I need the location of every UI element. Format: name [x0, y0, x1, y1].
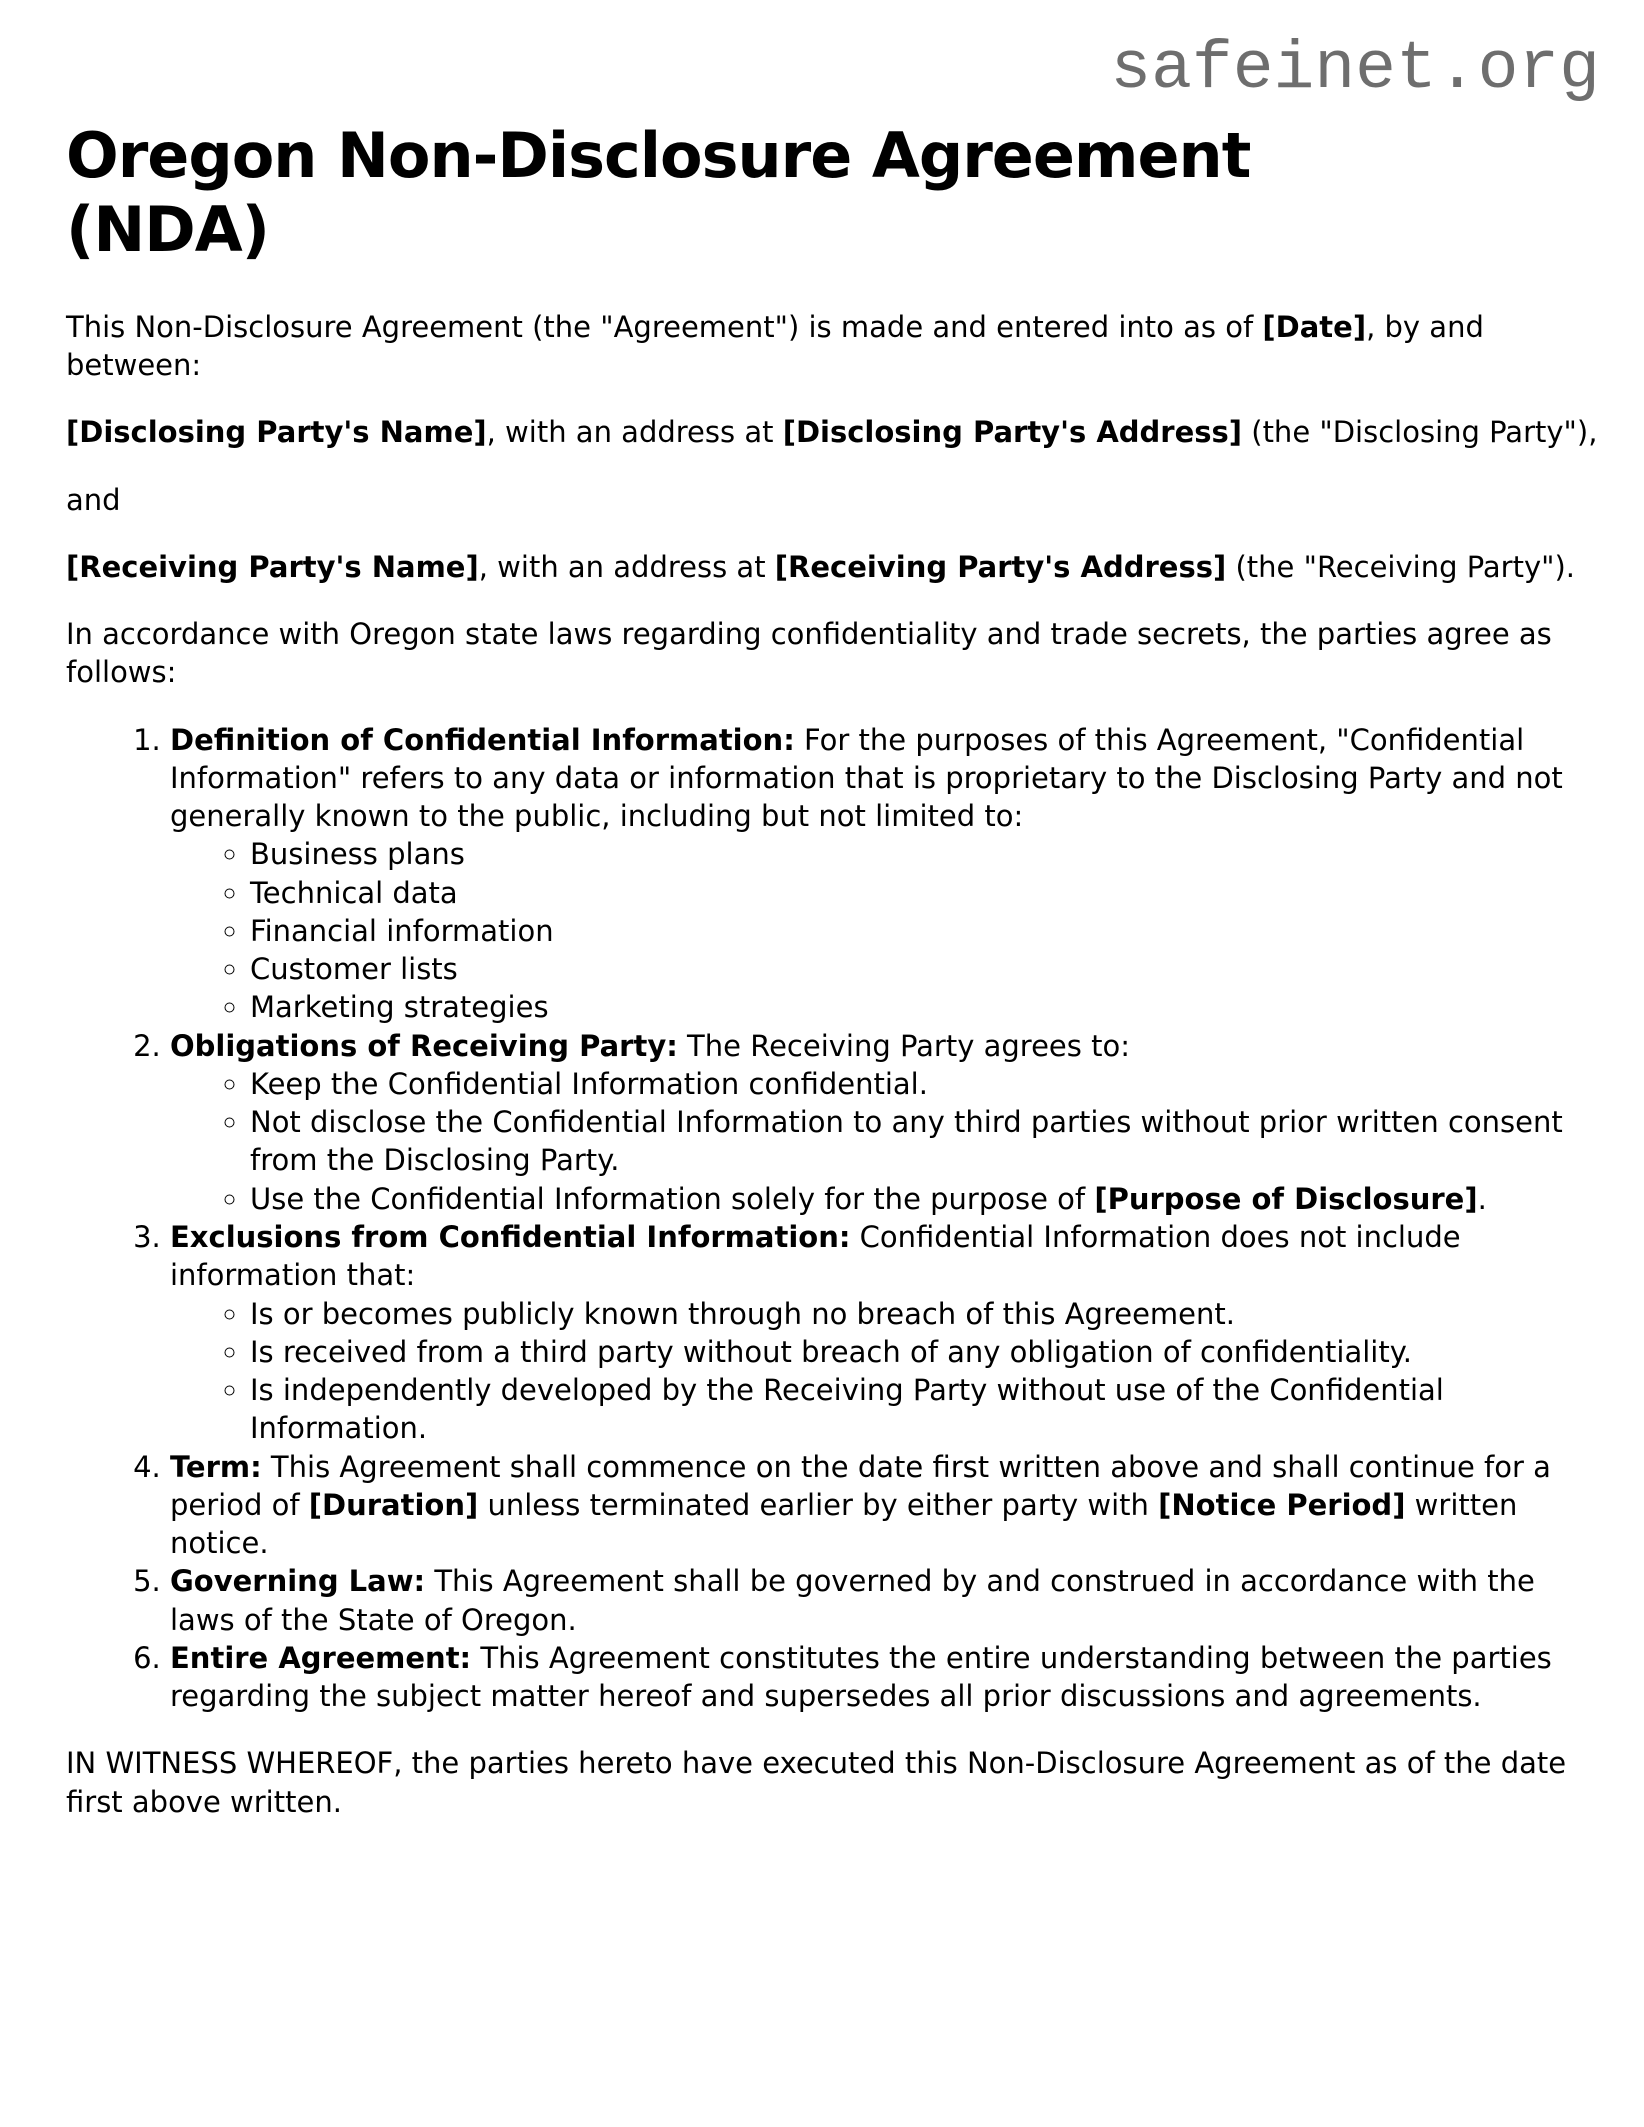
paragraph-accordance	[66, 615, 1600, 692]
definition-bullets	[170, 835, 1600, 1026]
clause-governing-label: Governing Law:	[170, 1564, 426, 1599]
clauses-list	[66, 721, 1600, 1716]
bullet-marketing-strategies: ◦ Marketing strategies	[250, 988, 1600, 1026]
paragraph-disclosing-party	[66, 413, 1600, 451]
exclusions-bullets	[170, 1295, 1600, 1448]
notice-period-placeholder: [Notice Period]	[1158, 1487, 1406, 1522]
term-run-1: This Agreement shall commence on the date first written above and shall continue for a period of	[170, 1449, 1551, 1522]
disclosing-name-placeholder: [Disclosing Party's Name]	[66, 415, 487, 450]
paragraph-and	[66, 481, 1600, 519]
clause-term	[170, 1448, 1600, 1563]
use-purpose-run-2: .	[1477, 1181, 1487, 1216]
bullet-technical-data: ◦ Technical data	[250, 874, 1600, 912]
bullet-business-plans: ◦ Business plans	[250, 835, 1600, 873]
bullet-third-party: ◦ Is received from a third party without breach of any obligation of confidentiality.	[250, 1333, 1600, 1371]
receiving-address-placeholder: [Receiving Party's Address]	[774, 549, 1227, 584]
clause-exclusions	[170, 1218, 1600, 1448]
paragraph-witness	[66, 1744, 1600, 1821]
bullet-customer-lists: ◦ Customer lists	[250, 950, 1600, 988]
accordance-text: In accordance with Oregon state laws regarding confidentiality and trade secrets, the parties agree as follows:	[66, 617, 1552, 690]
document-title: Oregon Non-Disclosure Agreement (NDA)	[66, 119, 1251, 266]
receiving-run-2: (the "Receiving Party").	[1226, 549, 1575, 584]
bullet-publicly-known: ◦ Is or becomes publicly known through no breach of this Agreement.	[250, 1295, 1600, 1333]
witness-text: IN WITNESS WHEREOF, the parties hereto have executed this Non-Disclosure Agreement as of the date first above written.	[66, 1746, 1567, 1819]
use-purpose-run-1: Use the Confidential Information solely for the purpose of	[250, 1181, 1095, 1216]
duration-placeholder: [Duration]	[308, 1487, 479, 1522]
disclosing-run-2: (the "Disclosing Party"),	[1242, 415, 1598, 450]
paragraph-receiving-party	[66, 548, 1600, 586]
clause-entire-body: This Agreement constitutes the entire understanding between the parties regarding the subject matter hereof and supersedes all prior discussions and agreements.	[170, 1640, 1552, 1714]
term-run-3: written notice.	[170, 1487, 1518, 1561]
clause-exclusions-body: Confidential Information does not include information that:	[170, 1220, 1461, 1293]
and-text: and	[66, 482, 121, 517]
bullet-use-purpose	[250, 1180, 1600, 1218]
clause-term-label: Term:	[170, 1449, 262, 1484]
disclosing-run-1: , with an address at	[486, 415, 783, 450]
clause-governing-body: This Agreement shall be governed by and construed in accordance with the laws of the State of Oregon.	[170, 1564, 1535, 1637]
term-run-2: unless terminated earlier by either party with	[478, 1487, 1159, 1522]
clause-exclusions-label: Exclusions from Confidential Information:	[170, 1220, 851, 1255]
clause-entire-agreement	[170, 1639, 1600, 1716]
clause-obligations	[170, 1027, 1600, 1218]
intro-run-1: This Non-Disclosure Agreement (the "Agreement") is made and entered into as of	[66, 309, 1263, 344]
date-placeholder: [Date]	[1262, 309, 1367, 344]
receiving-name-placeholder: [Receiving Party's Name]	[66, 549, 479, 584]
clause-definition	[170, 721, 1600, 1027]
clause-obligations-body: The Receiving Party agrees to:	[677, 1028, 1130, 1063]
clause-definition-label: Definition of Confidential Information:	[170, 722, 795, 757]
bullet-keep-confidential: ◦ Keep the Confidential Information confidential.	[250, 1065, 1600, 1103]
clause-governing-law	[170, 1562, 1600, 1639]
bullet-independently-developed: ◦ Is independently developed by the Receiving Party without use of the Confidential Information.	[250, 1371, 1600, 1448]
intro-run-2: , by and between:	[66, 309, 1484, 382]
clause-obligations-label: Obligations of Receiving Party:	[170, 1028, 678, 1063]
clause-definition-body: For the purposes of this Agreement, "Confidential Information" refers to any data or information that is proprietary to the Disclosing Party and not generally known to the public, including but not limited to:	[170, 722, 1563, 834]
obligations-bullets	[170, 1065, 1600, 1218]
disclosing-address-placeholder: [Disclosing Party's Address]	[782, 415, 1243, 450]
bullet-not-disclose: ◦ Not disclose the Confidential Information to any third parties without prior written consent from the Disclosing Party.	[250, 1103, 1600, 1180]
clause-entire-label: Entire Agreement:	[170, 1640, 472, 1675]
receiving-run-1: , with an address at	[478, 549, 775, 584]
paragraph-intro	[66, 308, 1600, 385]
purpose-placeholder: [Purpose of Disclosure]	[1094, 1181, 1478, 1216]
bullet-financial-information: ◦ Financial information	[250, 912, 1600, 950]
site-logo: safeinet.org	[1110, 31, 1600, 108]
